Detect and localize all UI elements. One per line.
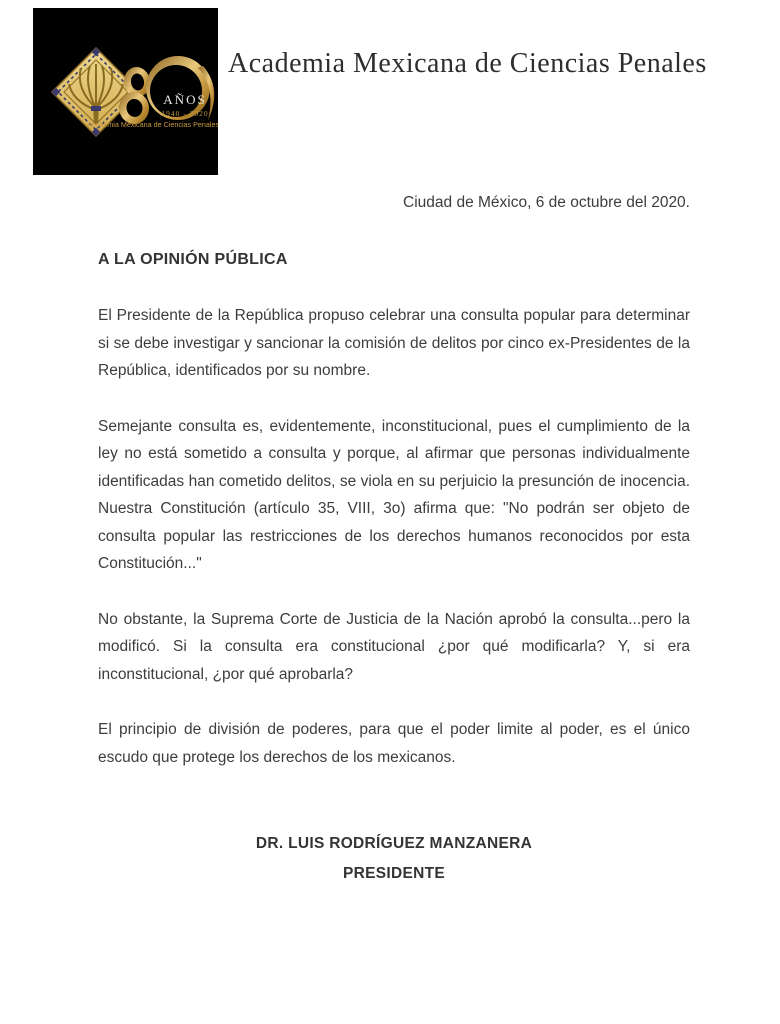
signer-name: DR. LUIS RODRÍGUEZ MANZANERA	[255, 835, 533, 852]
logo-anos-label: AÑOS	[163, 92, 207, 107]
dateline: Ciudad de México, 6 de octubre del 2020.	[403, 194, 690, 211]
logo-caption: Academia Mexicana de Ciencias Penales	[86, 120, 218, 129]
page-title: Academia Mexicana de Ciencias Penales	[228, 48, 707, 79]
paragraph-1: El Presidente de la República propuso celebrar una consulta popular para determinar si se debe investigar y sancionar la comisión de delitos por cinco ex-Presidentes de la República, identificados por su nombre.	[98, 307, 690, 379]
paragraph-4: El principio de división de poderes, para que el poder limite al poder, es el único escudo que protege los derechos de los mexicanos.	[98, 721, 690, 766]
salutation: A LA OPINIÓN PÚBLICA	[98, 251, 288, 268]
logo-years: 1940 - 2020	[161, 109, 209, 118]
paragraph-2: Semejante consulta es, evidentemente, inconstitucional, pues el cumplimiento de la ley no está sometido a consulta y porque, al afirmar que personas individualmente identificadas han cometido delitos, se viola en su perjuicio la presunción de inocencia. Nuestra Constitución (artículo 35, VIII, 3o) afirma que: "No podrán ser objeto de consulta popular las restricciones de los derechos humanos reconocidos por esta Constitución..."	[98, 417, 690, 572]
academy-logo	[33, 8, 218, 175]
letter-body	[98, 251, 690, 889]
signature-block	[98, 829, 690, 889]
signer-title: PRESIDENTE	[342, 865, 446, 882]
paragraph-3: No obstante, la Suprema Corte de Justicia de la Nación aprobó la consulta...pero la modificó. Si la consulta era constitucional ¿por qué modificarla? Y, si era inconstitucional, ¿por qué aprobarla?	[98, 610, 690, 683]
academy-80-years-emblem-icon	[33, 8, 218, 175]
